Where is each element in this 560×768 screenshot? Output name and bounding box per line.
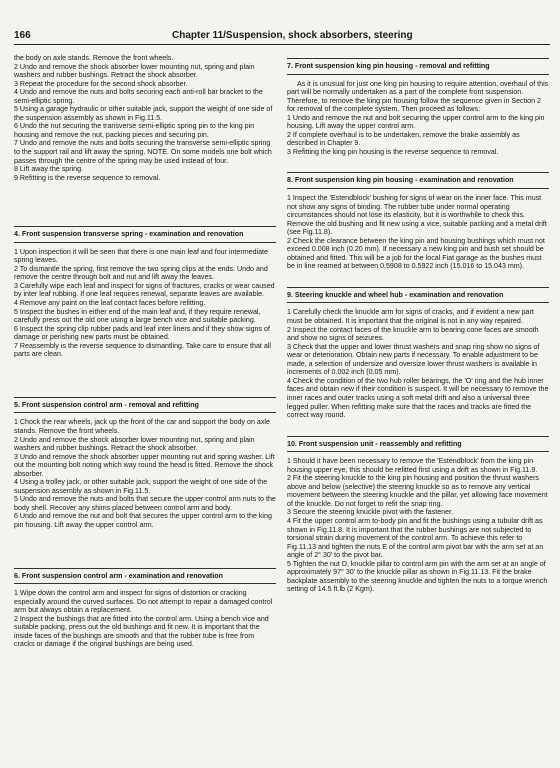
paragraph: 8 Lift away the spring. xyxy=(14,165,84,174)
paragraph: 1 Undo and remove the nut and bolt securing the upper control arm to the king pin housing. Lift away the upper control arm. xyxy=(287,113,545,131)
paragraph: 3 Secure the steering knuckle pivot with the fastener. xyxy=(287,508,454,517)
paragraph: 1 Inspect the 'Estendblock' bushing for signs of wear on the inner face. This must not show any signs of binding. The rubber tube under normal operating circumstances should not lose its elasticity, but it is worthwhile to check this. Remove the old bushing and fit new using a vice, suitable packing and a metal drift (see Fig.11.8). xyxy=(287,194,547,237)
paragraph: 3 Repeat the procedure for the second shock absorber. xyxy=(14,79,188,88)
header-rule xyxy=(14,44,550,45)
paragraph: 1 Chock the rear wheels, jack up the front of the car and support the body on axle stands. Remove the front wheels. xyxy=(14,418,270,435)
section-heading-9: 9. Steering knuckle and wheel hub - examination and renovation xyxy=(287,287,549,304)
spacer xyxy=(14,359,276,389)
left-column xyxy=(14,54,276,649)
paragraph: 1 Should it have been necessary to remove the 'Estendblock' from the king pin housing upper eye, this should be refitted first using a drift as shown in Fig.11.9. xyxy=(287,457,538,474)
paragraph: 6 Undo and remove the nut and bolt that secures the upper control arm to the king pin housing. Lift away the upper control arm. xyxy=(14,512,272,529)
paragraph: 1 Wipe down the control arm and inspect for signs of distortion or cracking especially around the curved surfaces. Do not attempt to repair a damaged control arm but always obtain a replacement. xyxy=(14,589,273,615)
spacer xyxy=(14,182,276,218)
paragraph: 2 Undo and remove the shock absorber lower mounting nut, spring and plain washers and rubber bushings. Retract the shock absorber. xyxy=(14,435,255,453)
section-heading-10: 10. Front suspension unit - reassembly and refitting xyxy=(287,436,549,453)
section-heading-6: 6. Front suspension control arm - examination and renovation xyxy=(14,568,276,585)
paragraph: As it is unusual for just one king pin housing to require attention, overhaul of this part will be normally undertaken as a part of the complete front suspension. Therefore, to remove the king pin housing follow the sequence given in Section 2 for removal of the complete system. Then proceed as follows: xyxy=(287,79,549,114)
paragraph: 5 Undo and remove the nuts and bolts that secure the upper control arm nuts to the body shell. Recover any shims placed between control arm and body. xyxy=(14,495,276,512)
paragraph: 9 Refitting is the reverse sequence to removal. xyxy=(14,173,161,182)
paragraph: 5 Using a garage hydraulic or other suitable jack, support the weight of one side of the suspension assembly as shown in Fig.11.5. xyxy=(14,105,273,122)
paragraph: 1 Upon inspection it will be seen that there is one main leaf and four intermediate spring leaves. xyxy=(14,247,268,265)
page-header xyxy=(14,30,550,44)
spacer xyxy=(287,420,549,428)
paragraph: 2 Check the clearance between the king pin and housing bushings which must not exceed 0.008 inch (0.20 mm). If necessary a new king pin and bush set should be obtained and fitted. This will be a job for the local Fiat garage as the bushes must be in line reamed at between 0.5908 to 0.5922 inch (15.016 to 15.043 mm). xyxy=(287,236,545,271)
paragraph: 2 If complete overhaul is to be undertaken, remove the brake assembly as described in Chapter 9. xyxy=(287,130,520,148)
paragraph: 3 Refitting the king pin housing is the reverse sequence to removal. xyxy=(287,147,499,156)
section-heading-5: 5. Front suspension control arm - removal and refitting xyxy=(14,397,276,414)
paragraph: 3 Carefully wipe each leaf and inspect for signs of fractures, cracks or wear caused by inter leaf rubbing. If one leaf requires renewal, separate leaves are available. xyxy=(14,281,275,299)
spacer xyxy=(14,530,276,560)
paragraph: 5 Inspect the bushes in either end of the main leaf and, if they require renewal, carefully press out the old one using a large bench vice and suitable packing. xyxy=(14,307,261,325)
section-heading-7: 7. Front suspension king pin housing - removal and refitting xyxy=(287,58,549,75)
paragraph: 7 Reassembly is the reverse sequence to dismantling. Take care to ensure that all parts are clean. xyxy=(14,341,271,359)
paragraph: 3 Check that the upper and lower thrust washers and snap ring show no signs of wear or deterioration. Obtain new parts if necessary. To enable adjustment to be made, a selection of undersize and oversize lower thrust washers is available in increments of 0.002 inch (0.05 mm). xyxy=(287,342,540,377)
spacer xyxy=(287,156,549,164)
chapter-title: Chapter 11/Suspension, shock absorbers, steering xyxy=(172,30,413,41)
paragraph: 2 Inspect the bushings that are fitted into the control arm. Using a bench vice and suitable packing, press out the old bushings and fit new. It is important that the inside faces of the bushings are smooth and that the rubber tube is free from cracks or damage if the original bushings are being used. xyxy=(14,614,269,649)
paragraph: 4 Undo and remove the nuts and bolts securing each anti-roll bar bracket to the semi-elliptic spring. xyxy=(14,88,263,105)
paragraph: 2 Fit the steering knuckle to the king pin housing and position the thrust washers above and below (selective) the steering knuckle so as to remove any vertical movement between the steering knuckle and the pillar, yet allowing face movement of the knuckle. Do not forget to refit the snap ring. xyxy=(287,474,548,508)
paragraph: 7 Undo and remove the nuts and bolts securing the transverse semi-elliptic spring to the support rail and lift away the spring. NOTE. On some models one bolt which passes through the centre of the spring may be used instead of four. xyxy=(14,139,272,165)
paragraph: 5 Tighten the nut D, knuckle pillar to control arm pin with the arm set at an angle of approximately 97° 30' to the knuckle pillar as shown in Fig.11.13. Fit the brake backplate assembly to the steering knuckle and tighten the nuts to a torque wrench setting of 14.5 ft.lb (2 Kgm). xyxy=(287,559,548,594)
paragraph: 4 Check the condition of the two hub roller bearings, the 'O' ring and the hub inner faces and obtain new if their condition is suspect. It will be necessary to remove the inner races and outer tracks using a soft metal drift and also a universal three legged puller. When refitting make sure that the races and tracks are fitted the correct way round. xyxy=(287,376,549,420)
paragraph: 2 Inspect the contact faces of the knuckle arm to bearing cone faces are smooth and show no signs of seizures. xyxy=(287,325,539,343)
paragraph: 6 Inspect the spring clip rubber pads and leaf inter liners and if they show signs of damage or perishing new parts must be obtained. xyxy=(14,324,270,342)
paragraph: 4 Fit the upper control arm to-body pin and fit the bushings using a tubular drift as shown in Fig.11.8. It is important that the rubber bushings are not subjected to torsional strain during movement of the control arm. To achieve this refer to Fig.11.13 and tighten the nuts E of the control arm pivot bar with the arm set at an angle of 2° 30' to the pivot bar. xyxy=(287,516,544,560)
section-heading-8: 8. Front suspension king pin housing - examination and renovation xyxy=(287,172,549,189)
page-number: 166 xyxy=(14,30,31,41)
paragraph: 3 Undo and remove the shock absorber upper mounting nut and spring washer. Lift out the mounting bolt noting which way round the head is fitted. Remove the shock absorber. xyxy=(14,452,275,478)
paragraph: 4 Remove any paint on the leaf contact faces before refitting. xyxy=(14,299,206,308)
spacer xyxy=(287,271,549,279)
paragraph: 2 To dismantle the spring, first remove the two spring clips at the ends. Undo and remove the centre through bolt and nut and lift away the leaves. xyxy=(14,264,268,282)
right-column xyxy=(287,54,549,594)
paragraph: 6 Undo the nut securing the transverse semi-elliptic spring pin to the king pin housing and remove the nut, packing pieces and securing pin. xyxy=(14,122,255,139)
paragraph: the body on axle stands. Remove the front wheels. xyxy=(14,54,174,62)
paragraph: 1 Carefully check the knuckle arm for signs of cracks, and if evident a new part must be obtained. It is important that the original is not in any way repaired. xyxy=(287,308,534,326)
paragraph: 2 Undo and remove the shock absorber lower mounting nut, spring and plain washers and rubber bushings. Retract the shock absorber. xyxy=(14,62,255,80)
section-heading-4: 4. Front suspension transverse spring - examination and renovation xyxy=(14,226,276,243)
paragraph: 4 Using a trolley jack, or other suitable jack, support the weight of one side of the suspension assembly as shown in Fig.11.5. xyxy=(14,478,268,495)
